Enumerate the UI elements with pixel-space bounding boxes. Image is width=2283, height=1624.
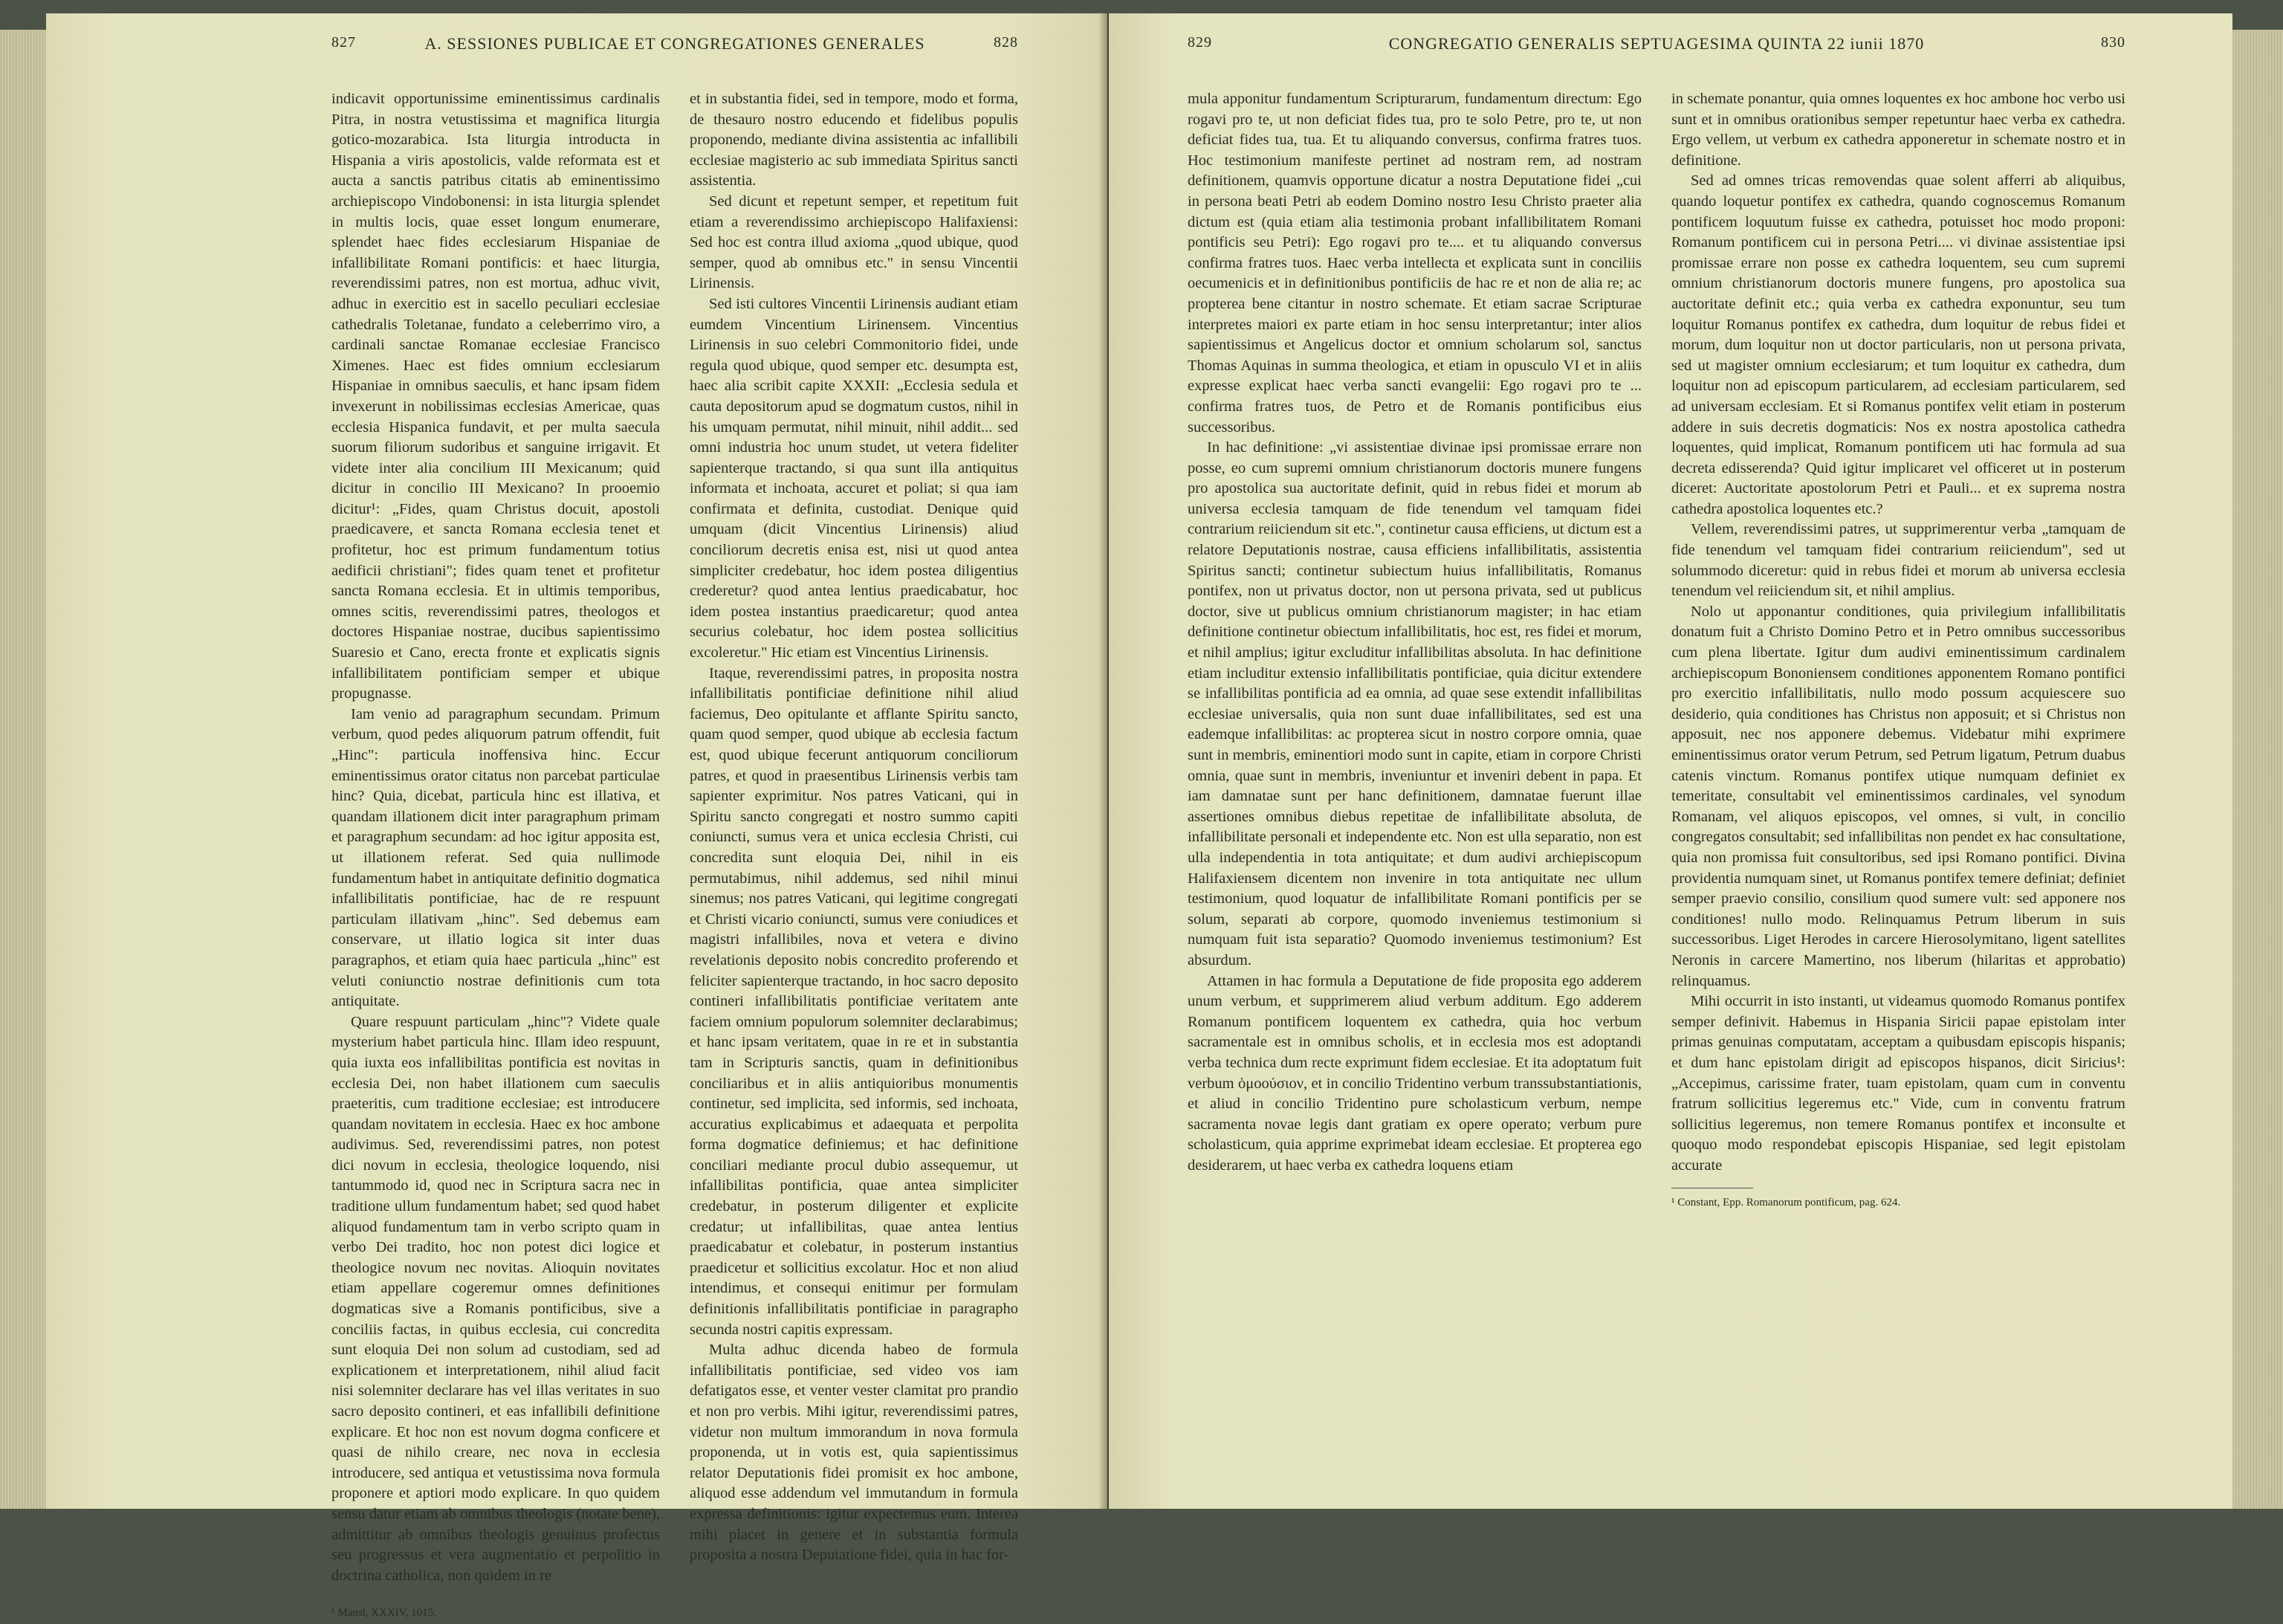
paragraph: Sed dicunt et repetunt semper, et repetitum fuit etiam a reverendissimo archiepiscopo Halifaxiensi: Sed hoc est contra illud axioma „quod ubique, quod semper, quod ab omnibus etc." in sensu Vincentii Lirinensis. (690, 193, 1018, 292)
text-column (1188, 89, 1642, 1214)
paragraph: Vellem, reverendissimi patres, ut supprimerentur verba „tamquam de fide tenendum vel tamquam fidei contrarium reiiciendum", sed ut solummodo diceretur: quid in rebus fidei et morum ab universa ecclesia tenendum vel reiiciendum sit, et nihil amplius. (1671, 521, 2125, 600)
page-number: 829 (1188, 34, 1212, 51)
text-columns (1188, 89, 2125, 1214)
book-page-edges-right (2228, 30, 2283, 1509)
paragraph: Mihi occurrit in isto instanti, ut videamus quomodo Romanus pontifex semper definivit. Habemus in Hispania Siricii papae epistolam inter primas genuinas computatam, acceptam a quibusdam episcopis hispanis; et dum hanc epistolam dirigit ad episcopos hispanos, dicit Siricius¹: „Accepimus, carissime frater, tuam epistolam, quam cum in conventu fratrum sollicitius legeremus etc." Vide, cum in conventu fratrum sollicitius legeremus, non temere Romanus pontifex et inconsulte et quoquo modo respondebat episcopis Hispaniae, sed legit epistolam accurate (1671, 993, 2125, 1174)
footnote-text: ¹ Constant, Epp. Romanorum pontificum, pag. 624. (1671, 1197, 1901, 1209)
paragraph: indicavit opportunissime eminentissimus cardinalis Pitra, in nostra vetustissima et magnifica liturgia gotico-mozarabica. Ista liturgia introducta in Hispania a viris apostolicis, valde reformata est et aucta a sanctis patribus citatis ab eminentissimo archiepiscopo Vindobonensi: in ista liturgia splendet in multis locis, quae esset longum enumerare, splendet haec fides ecclesiarum Hispaniae de infallibilitate Romani pontificis: et haec liturgia, reverendissimi patres, non est mortua, adhuc vivit, adhuc in exercitio est in sacello peculiari ecclesiae cathedralis Toletanae, fundato a celeberrimo viro, a cardinali sanctae Romanae ecclesiae Francisco Ximenes. Haec est fides omnium ecclesiarum Hispaniae in omnibus saeculis, et hanc ipsam fidem invexerunt in nobilissimas ecclesias Americae, quas ecclesia Hispanica fundavit, et per multa saecula suorum filiorum sudoribus et sanguine irrigavit. Et videte inter alia concilium III Mexicanum; quid dicitur in concilio III Mexicano? In prooemio dicitur¹: „Fides, quam Christus docuit, apostoli praedicavere, et sancta Romana ecclesia tenet et profitetur, hoc est primum fundamentum totius aedificii christiani"; fides quam tenet et profitetur sancta Romana ecclesia. Et in ultimis temporibus, omnes scitis, reverendissimi patres, theologos et doctores Hispaniae nostrae, ducibus sapientissimo Suaresio et Cano, erecta fronte et explicatis signis infallibilitatem pontificiam semper et ubique propugnasse. (331, 91, 660, 702)
running-head (1188, 34, 2125, 77)
book-page-edges-left (0, 30, 52, 1509)
page-number: 828 (994, 34, 1018, 51)
footnote (331, 1594, 660, 1624)
footnote-text: ¹ Mansi, XXXIV, 1015. (331, 1607, 436, 1620)
text-column (1671, 89, 2125, 1214)
footnote-rule (331, 1598, 413, 1599)
text-column (331, 89, 660, 1624)
paragraph: Nolo ut apponantur conditiones, quia privilegium infallibilitatis donatum fuit a Christo Domino Petro et in Petro omnibus successoribus cum plena libertate. Igitur dum audivi eminentissimum cardinalem archiepiscopum Bononiensem conditiones apponentem Romano pontifici pro exercitio infallibilitatis, nullo modo possum acquiescere suo desiderio, quia conditiones has Christus non apposuit; et si Christus non apposuit, nec nos apponere debemus. Videbatur mihi exprimere eminentissimus orator verum Petrum, sed Petrum ligatum, Petrum duabus catenis vinctum. Romanus pontifex utique numquam definiet ex temeritate, consultabit vel eminentissimos cardinales, vel synodum Romanam, vel aliquos episcopos, vel omnes, si vult, in concilio congregatos consultabit; sed infallibilitas non pendet ex hac consultatione, quia non promissa fuit consultoribus, sed ipsi Romano pontifici. Divina providentia numquam sinet, ut Romanus pontifex temere definiat; definiet semper praevio consilio, consilium quod sumere vult: sed apponere nos conditiones! nullo modo. Relinquamus Petrum liberum in suis successoribus. Liget Herodes in carcere Hierosolymitano, ligent satellites Neronis in carcere Mamertino, nos liberum (hilaritas et approbatio) relinquamus. (1671, 603, 2125, 989)
page-number: 830 (2101, 34, 2125, 51)
paragraph: Multa adhuc dicenda habeo de formula infallibilitatis pontificiae, sed video vos iam defatigatos esse, et venter vester clamitat pro prandio et non pro verbis. Mihi igitur, reverendissimi patres, videtur non multum immorandum in nova formula proponenda, ut in votis est, quia sapientissimus relator Deputationis fidei promisit ex hoc ambone, aliquod esse addendum vel immutandum in formula expressa definitionis: igitur expectemus eum. Interea mihi placet in genere et in substantia formula proposita a nostra Deputatione fidei, quia in hac for- (690, 1342, 1018, 1564)
page-number: 827 (331, 34, 356, 51)
paragraph: in schemate ponantur, quia omnes loquentes ex hoc ambone hoc verbo usi sunt et in omnibus orationibus semper repetuntur haec verba ex cathedra. Ergo vellem, ut verbum ex cathedra apponeretur in schemate nostro et in definitione. (1671, 91, 2125, 169)
text-column (690, 89, 1018, 1624)
paragraph: Sed isti cultores Vincentii Lirinensis audiant etiam eumdem Vincentium Lirinensem. Vincentius Lirinensis in suo celebri Commonitorio fidei, unde regula quod ubique, quod semper etc. desumpta est, haec alia scribit capite XXXII: „Ecclesia sedula et cauta depositorum apud se dogmatum custos, nihil in his umquam permutat, nihil minuit, nihil addit... sed omni industria hoc unum studet, ut vetera fideliter sapienterque tractando, si qua sunt illa antiquitus informata et inchoata, accuret et poliat; si qua iam confirmata et definita, custodiat. Denique quid umquam (dicit Vincentius Lirinensis) aliud conciliorum decretis enisa est, nisi ut quod antea simpliciter credebatur, hoc idem postea diligentius crederetur? quod antea lentius praedicabatur, hoc idem postea instantius praedicaretur; quod antea securius colebatur, hoc idem postea sollicitius excoleretur." Hic etiam est Vincentius Lirinensis. (690, 295, 1018, 661)
right-page (1109, 13, 2232, 1509)
paragraph: Quare respuunt particulam „hinc"? Videte quale mysterium habet particula hinc. Illam ideo respuunt, quia iuxta eos infallibilitas pontificia est novitas in ecclesia Dei, non habet illationem cum saeculis praeteritis, cum traditione ecclesiae; est introducere quandam novitatem in ecclesia. Haec ex hoc ambone audivimus. Sed, reverendissimi patres, non potest dici novum in ecclesia, theologice loquendo, nisi tantummodo id, quod nec in Scriptura sacra nec in traditione ullum fundamentum habet; sed quod habet aliquod fundamentum tam in verbo scripto quam in verbo Dei tradito, hoc non potest dici logice et theologice novum nec novitas. Alioquin novitates etiam appellare cogeremur omnes definitiones dogmaticas sive a Romanis pontificibus, sive a conciliis factas, in quibus ecclesia, cui concredita sunt eloquia Dei non solum ad custodiam, sed ad explicationem et interpretationem, nihil aliud facit nisi solemniter declarare has vel illas veritates in suo sacro deposito contineri, et eas infallibili definitione explicare. Et hoc non est novum dogma conficere et quasi de nihilo creare, nec nova in ecclesia introducere, sed antiqua et vetustissima nova formula proponere et aptiori modo explicare. In quo quidem sensu datur etiam ab omnibus theologis (notate bene), admittitur ab omnibus theologis genuinus profectus seu progressus et vera augmentatio et perpolitio in doctrina catholica, non quidem in re (331, 1013, 660, 1584)
paragraph: et in substantia fidei, sed in tempore, modo et forma, de thesauro nostro educendo et fidelibus populis proponendo, mediante divina assistentia ac infallibili ecclesiae magisterio ac sub immediata Spiritus sancti assistentia. (690, 91, 1018, 190)
paragraph: Attamen in hac formula a Deputatione de fide proposita ego adderem unum verbum, et supprimerem aliud verbum additum. Ego adderem Romanum pontificem loquentem ex cathedra, quia hoc verbum sacramentale est in omnibus scholis, et in ecclesia mos est adoptandi verba technica dum recte exprimunt fidem ecclesiae. Et ita adoptatum fuit verbum ὁμοούσιον, et in concilio Tridentino verbum transsubstantiationis, et aliud in concilio Tridentino pure scholasticum verbum, nempe sacramenta novae legis dant gratiam ex opere operato; verbum pure scholasticum, quia apprime exprimebat ideam ecclesiae. Et propterea ego desiderarem, ut haec verba ex cathedra loquens etiam (1188, 972, 1642, 1174)
paragraph: mula apponitur fundamentum Scripturarum, fundamentum directum: Ego rogavi pro te, ut non deficiat fides tua, pro te solo Petre, pro te, ut non deficiat fides tua, tua. Et tu aliquando conversus, confirma fratres tuos. Hoc testimonium manifeste pertinet ad nostram rem, ad nostram definitionem, quamvis opportune dicatur a nostra Deputatione fidei „cui in persona beati Petri ab eodem Domino nostro Iesu Christo praeter alia dictum est (quia etiam alia testimonia probant infallibilitatem Romani pontificis seu Petri): Ego rogavi pro te.... et tu aliquando conversus confirma fratres tuos. Haec verba intellecta et explicata sunt in conciliis oecumenicis et in definitionibus pontificiis de hac re et non de alia re; ac propterea bene citantur in nostro schemate. Et etiam sacrae Scripturae interpretes maiori ex parte etiam in hoc sensu interpretantur; inter alios sapientissimus et Angelicus doctor et omnium scholarum sol, sanctus Thomas Aquinas in summa theologica, et etiam in opusculo VI et in aliis expresse explicat haec verba sancti evangelii: Ego rogavi pro te ... confirma fratres tuos, de Petro et de Romanis pontificibus eius successoribus. (1188, 91, 1642, 436)
paragraph: In hac definitione: „vi assistentiae divinae ipsi promissae errare non posse, eo cum supremi omnium christianorum doctoris munere fungens pro apostolica sua auctoritate definit, quid in rebus fidei et morum ab universa ecclesia tamquam de fide tenendum vel tamquam fidei contrarium reiiciendum sit etc.", continetur causa efficiens, ut dictum est a relatore Deputationis nostrae, causa efficiens infallibilitatis, assistentia Spiritus sancti; continetur subiectum huius infallibilitatis, Romanus pontifex, non ut privatus doctor, non ut persona privata, sed ut publicus doctor, sive ut publicus omnium christianorum magister; in hac etiam definitione continetur obiectum infallibilitatis, hoc est, res fidei et morum, et nihil amplius; igitur excluditur infallibilitas absoluta. In hac definitione etiam includitur extensio infallibilitatis pontificiae, quia dicitur extendere se infallibilitas pontificia ad ea omnia, ad quae sese extendit infallibilitas ecclesiae universalis, quia non sunt duae infallibilitates, sed est una eademque infallibilitas: ac propterea sicut in nostro corpore omnia, quae sunt in membris, eminentiori modo sunt in capite, etiam in corpore Christi omnia, quae sunt in membris, inveniuntur et inveniri debent in papa. Et iam damnatae sunt per hanc definitionem, damnatae fuerunt illae assertiones omnibus diebus repetitae de infallibilitate absoluta, de infallibilitate personali et independente etc. Non est ulla separatio, non est ulla independentia in tota antiquitate; et dum audivi archiepiscopum Halifaxiensem dicentem non invenire in tota antiquitate nec ullum testimonium, quod loquatur de infallibilitate Romani pontificis per se solum, separati ab corpore, quomodo inveniemus testimonium si numquam fuit ista separatio? Quomodo inveniemus testimonium? Est absurdum. (1188, 439, 1642, 968)
text-columns (331, 89, 1018, 1624)
paragraph: Itaque, reverendissimi patres, in proposita nostra infallibilitatis pontificiae definitione nihil aliud faciemus, Deo opitulante et afflante Spiritu sancto, quam quod semper, quod ubique ab ecclesia factum est, quod ubique fecerunt antiquorum conciliorum patres, et quod in praesentibus Lirinensis verbis tam sapienter exprimitur. Nos patres Vaticani, qui in Spiritu sancto congregati et nostro summo capiti coniuncti, sumus vera et unica ecclesia Christi, cui concredita sunt eloquia Dei, nihil in eis permutabimus, nihil addemus, sed nihil minui sinemus; nos patres Vaticani, qui legitime congregati et Christi vicario coniuncti, sumus vere coniudices et magistri infallibiles, nova et vetera e divino revelationis deposito nobis concredito proferendo et feliciter sapienterque tractando, in hoc sacro deposito contineri infallibilitatis pontificiae veritatem ante faciem omnium populorum solemniter declarabimus; et hanc ipsam veritatem, quae in re et in substantia tam in Scripturis sanctis, quam in definitionibus conciliaribus et in aliis antiquioribus monumentis continetur, sed implicita, sed informis, sed inchoata, accuratius explicabimus et adaequata et perpolita forma dogmatice definiemus; et hac definitione conciliari mediante procul dubio assequemur, ut infallibilitas pontificia, quae antea simpliciter credebatur, in posterum diligenter et explicite credatur; ut infallibilitas, quae antea lentius praedicabatur et colebatur, in posterum instantius praedicetur et sollicitius excolatur. Hoc et non aliud intendimus, et consequi enitimur per formulam definitionis infallibilitatis pontificiae in paragrapho secunda nostri capitis expressam. (690, 664, 1018, 1338)
paragraph: Iam venio ad paragraphum secundam. Primum verbum, quod pedes aliquorum patrum offendit, fuit „Hinc": particula inoffensiva hinc. Eccur eminentissimus orator citatus non parcebat particulae hinc? Quia, dicebat, particula hinc est illativa, et quandam illationem dicit inter paragraphum primam et paragraphum secundam: ad hoc igitur apposita est, ut illationem referat. Sed quia nullimode fundamentum habet in antiquitate definitio dogmatica infallibilitatis pontificiae, hac de re respuunt particulam illativam „hinc". Sed debemus eam conservare, ut illatio logica sit inter duas paragraphos, et etiam quia haec particula „hinc" est veluti coniunctio nostrae definitionis cum tota antiquitate. (331, 705, 660, 1010)
left-page (46, 13, 1107, 1620)
paragraph: Sed ad omnes tricas removendas quae solent afferri ab aliquibus, quando loquetur pontifex ex cathedra, quando cognoscemus Romanum pontificem loquutum fuisse ex cathedra, potuisset hoc modo proponi: Romanum pontificem cui in persona Petri.... vi divinae assistentiae ipsi promissae errare non posse ex cathedra loquentem, seu cum supremi omnium christianorum doctoris munere fungens, pro apostolica sua auctoritate definit etc.; quia verba ex cathedra exponuntur, seu tum loquitur Romanus pontifex ex cathedra, dum loquitur de rebus fidei et morum, dum loquitur non ut doctor particularis, non ut persona privata, sed ut magister omnium ecclesiarum; et tum loquitur ex cathedra, dum loquitur non ad episcopum particularem, ad ecclesiam particularem, sed ad universam ecclesiam. Et si Romanus pontifex velit etiam in posterum addere in suis decretis dogmaticis: Nos ex nostra apostolica cathedra loquentes, quid implicat, Romanum pontificem uti hac formula ad sua decreta edisserenda? Quid igitur implicaret vel officeret ut in posterum diceret: Auctoritate apostolorum Petri et Pauli... et ex suprema nostra cathedra apostolica loquentes etc.? (1671, 172, 2125, 517)
running-head (331, 34, 1018, 77)
running-title: CONGREGATIO GENERALIS SEPTUAGESIMA QUINTA 22 iunii 1870 (1388, 34, 1925, 53)
footnote (1671, 1183, 2125, 1214)
running-title: A. SESSIONES PUBLICAE ET CONGREGATIONES GENERALES (424, 34, 925, 53)
